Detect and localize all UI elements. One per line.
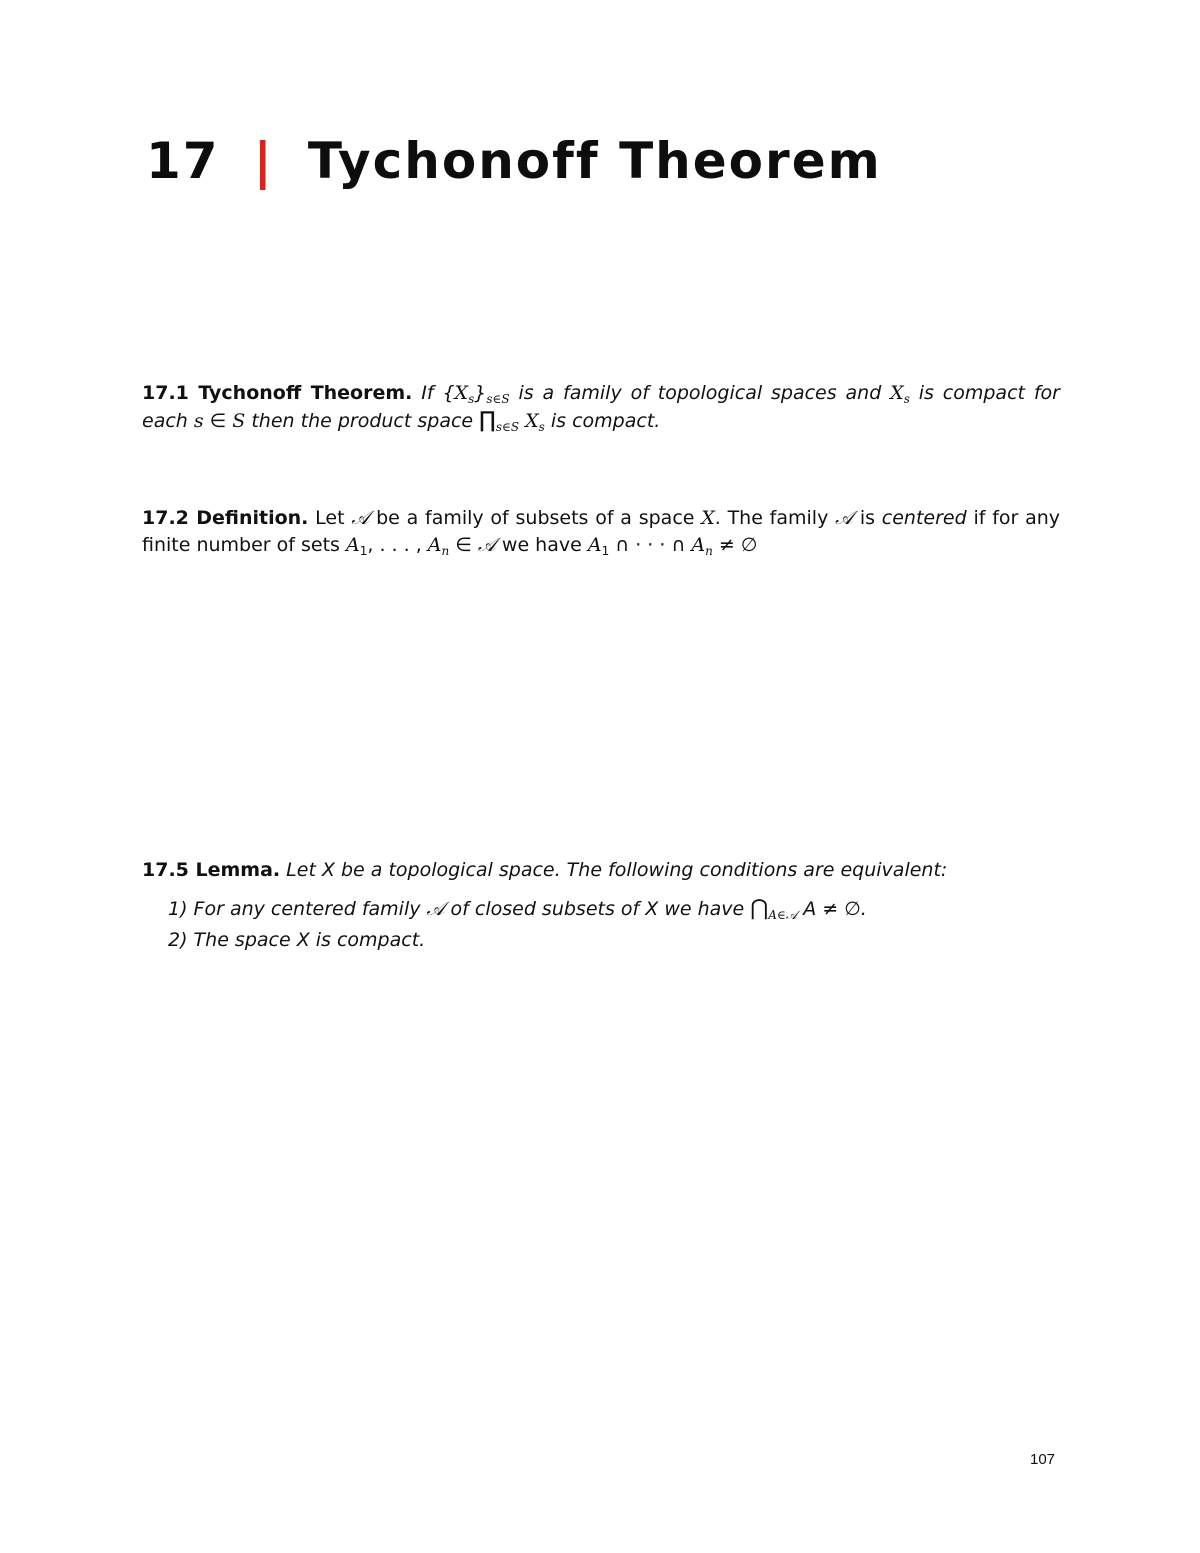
lemma-label: 17.5 Lemma. — [142, 859, 281, 881]
theorem-label: 17.1 Tychonoff Theorem. — [142, 382, 413, 404]
theorem-text: If $\{X_s\}_{s\in S}$ is a family of topological spaces and $X_s$ is compact for each s ∈ S then the product space $\prod_{s\in S}$ $X_s$ is compact. — [142, 382, 1060, 434]
page-number: 107 — [1030, 1451, 1056, 1468]
list-item: 1) For any centered family 𝒜 of closed subsets of X we have $⋂_{A\in 𝒜}$ A ≠ ∅. — [168, 896, 867, 922]
list-item: 2) The space X is compact. — [168, 929, 426, 951]
lemma-conditions — [168, 893, 1060, 956]
lemma-17-5 — [142, 857, 1060, 956]
centered-term: centered — [881, 507, 967, 529]
definition-label: 17.2 Definition. — [142, 507, 309, 529]
definition-text: Let 𝒜 be a family of subsets of a space X. The family 𝒜 is centered if for any finite number of sets $A_1$, . . . , $A_n$ ∈ 𝒜 we have $A_1$ ∩ · · · ∩ $A_n$ ≠ ∅ — [142, 507, 1061, 558]
theorem-17-1 — [142, 380, 1060, 435]
chapter-number: 17 — [146, 132, 220, 190]
definition-17-2 — [142, 505, 1060, 559]
chapter-heading — [146, 128, 882, 194]
chapter-title: Tychonoff Theorem — [307, 132, 882, 190]
chapter-separator: | — [253, 132, 274, 190]
lemma-statement: Let X be a topological space. The following conditions are equivalent: — [280, 859, 948, 881]
